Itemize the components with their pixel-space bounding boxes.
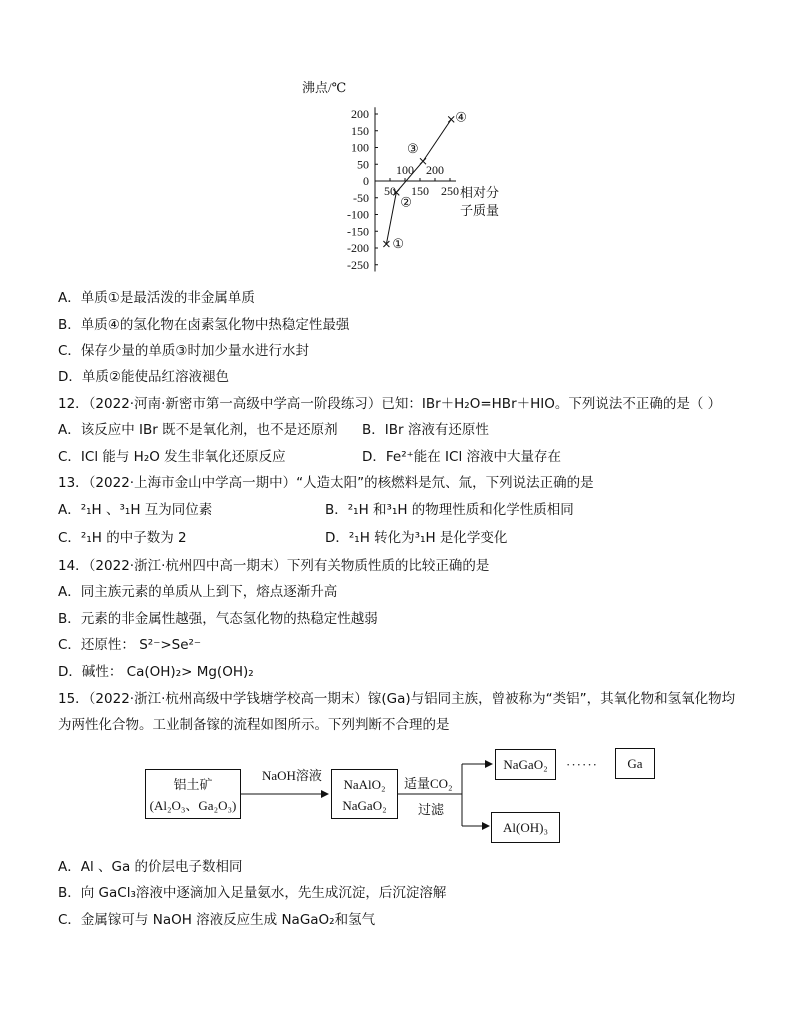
ore-box — [145, 769, 241, 819]
y-tick-label: -150 — [347, 224, 369, 239]
x-tick-label: 100 — [396, 163, 414, 177]
q15-option-c: C．金属镓可与 NaOH 溶液反应生成 NaGaO₂和氢气 — [58, 912, 376, 928]
boiling-point-chart — [290, 78, 530, 283]
solution-naalo2: NaAlO₂ — [343, 777, 386, 792]
series-line — [386, 119, 451, 244]
ore-name: 铝土矿 — [173, 777, 213, 792]
q14-option-a: A．同主族元素的单质从上到下，熔点逐渐升高 — [58, 584, 338, 600]
y-tick-label: -100 — [347, 207, 369, 222]
y-tick-label: -250 — [347, 257, 369, 272]
q15-stem-line1: 15．（2022·浙江·杭州高级中学钱塘学校高一期末）镓(Ga)与铝同主族，曾被称为“类铝”，其氧化物和氢氧化物均 — [58, 691, 736, 707]
q12-stem: 12．（2022·河南·新密市第一高级中学高一阶段练习）已知：IBr＋H₂O=HBr＋HIO。下列说法不正确的是（ ） — [58, 396, 722, 412]
q13-option-c: C．²₁H 的中子数为 2 — [58, 530, 187, 546]
q12-option-d: D．Fe²⁺能在 ICl 溶液中大量存在 — [362, 449, 562, 465]
x-tick-label: 50 — [384, 184, 396, 198]
chart-series — [383, 109, 466, 251]
y-tick-label: -200 — [347, 241, 369, 255]
data-point-marker — [448, 116, 454, 122]
x-tick-label: 150 — [411, 184, 429, 198]
nagao2-box: NaGaO₂ — [495, 749, 556, 780]
q13-option-b: B．²₁H 和³₁H 的物理性质和化学性质相同 — [325, 502, 574, 518]
solution-nagao2: NaGaO₂ — [342, 798, 387, 813]
q14-stem: 14．（2022·浙江·杭州四中高一期末）下列有关物质性质的比较正确的是 — [58, 558, 490, 574]
y-tick-label: 50 — [357, 157, 369, 172]
data-point-marker — [420, 158, 426, 164]
y-tick-label: 100 — [351, 140, 369, 155]
q11-option-b: B．单质④的氢化物在卤素氢化物中热稳定性最强 — [58, 317, 350, 333]
q11-option-a: A．单质①是最活泼的非金属单质 — [58, 290, 255, 306]
q11-option-c: C．保存少量的单质③时加少量水进行水封 — [58, 343, 310, 359]
data-point-label: ④ — [455, 109, 467, 125]
q14-option-d: D．碱性： Ca(OH)₂> Mg(OH)₂ — [58, 664, 254, 680]
y-tick-label: -50 — [353, 190, 369, 205]
q15-option-a: A．Al 、Ga 的价层电子数相同 — [58, 859, 243, 875]
aloh3-box: Al(OH)₃ — [491, 812, 560, 843]
data-point-label: ② — [400, 194, 412, 210]
solution-box — [331, 769, 398, 819]
q14-option-c: C．还原性： S²⁻>Se²⁻ — [58, 637, 202, 653]
data-point-label: ③ — [407, 141, 419, 157]
q14-option-b: B．元素的非金属性越强，气态氢化物的热稳定性越弱 — [58, 611, 378, 627]
q13-stem: 13．（2022·上海市金山中学高一期中）“人造太阳”的核燃料是氘、氚，下列说法正确的是 — [58, 475, 594, 491]
q11-option-d: D．单质②能使品红溶液褪色 — [58, 369, 229, 385]
ga-box: Ga — [615, 748, 655, 779]
y-tick-label: 150 — [351, 123, 369, 138]
q12-option-a: A．该反应中 IBr 既不是氧化剂，也不是还原剂 — [58, 422, 338, 438]
data-point-label: ① — [392, 235, 405, 251]
q13-option-d: D．²₁H 转化为³₁H 是化学变化 — [325, 530, 508, 546]
q15-option-b: B．向 GaCl₃溶液中逐滴加入足量氨水，先生成沉淀，后沉淀溶解 — [58, 885, 447, 901]
ore-composition: (Al₂O₃、Ga₂O₃) — [149, 798, 237, 813]
q15-stem-line2: 为两性化合物。工业制备镓的流程如图所示。下列判断不合理的是 — [58, 717, 450, 733]
q13-option-a: A．²₁H 、³₁H 互为同位素 — [58, 502, 213, 518]
x-tick-label: 250 — [441, 184, 459, 198]
x-axis-label-line2: 子质量 — [460, 203, 500, 218]
y-tick-label: 200 — [351, 107, 369, 121]
arrow1-label: NaOH溶液 — [262, 768, 322, 783]
process-dots: ······ — [566, 757, 598, 772]
q12-option-c: C．ICl 能与 H₂O 发生非氧化还原反应 — [58, 449, 286, 465]
q12-option-b: B．IBr 溶液有还原性 — [362, 422, 489, 438]
y-tick-label: 0 — [363, 174, 369, 188]
y-axis-label: 沸点/℃ — [302, 80, 347, 95]
x-axis-label-line1: 相对分 — [460, 185, 500, 200]
arrow2-label-top: 适量CO₂ — [404, 776, 453, 791]
x-tick-label: 200 — [426, 163, 444, 177]
arrow2-label-bottom: 过滤 — [418, 802, 445, 817]
